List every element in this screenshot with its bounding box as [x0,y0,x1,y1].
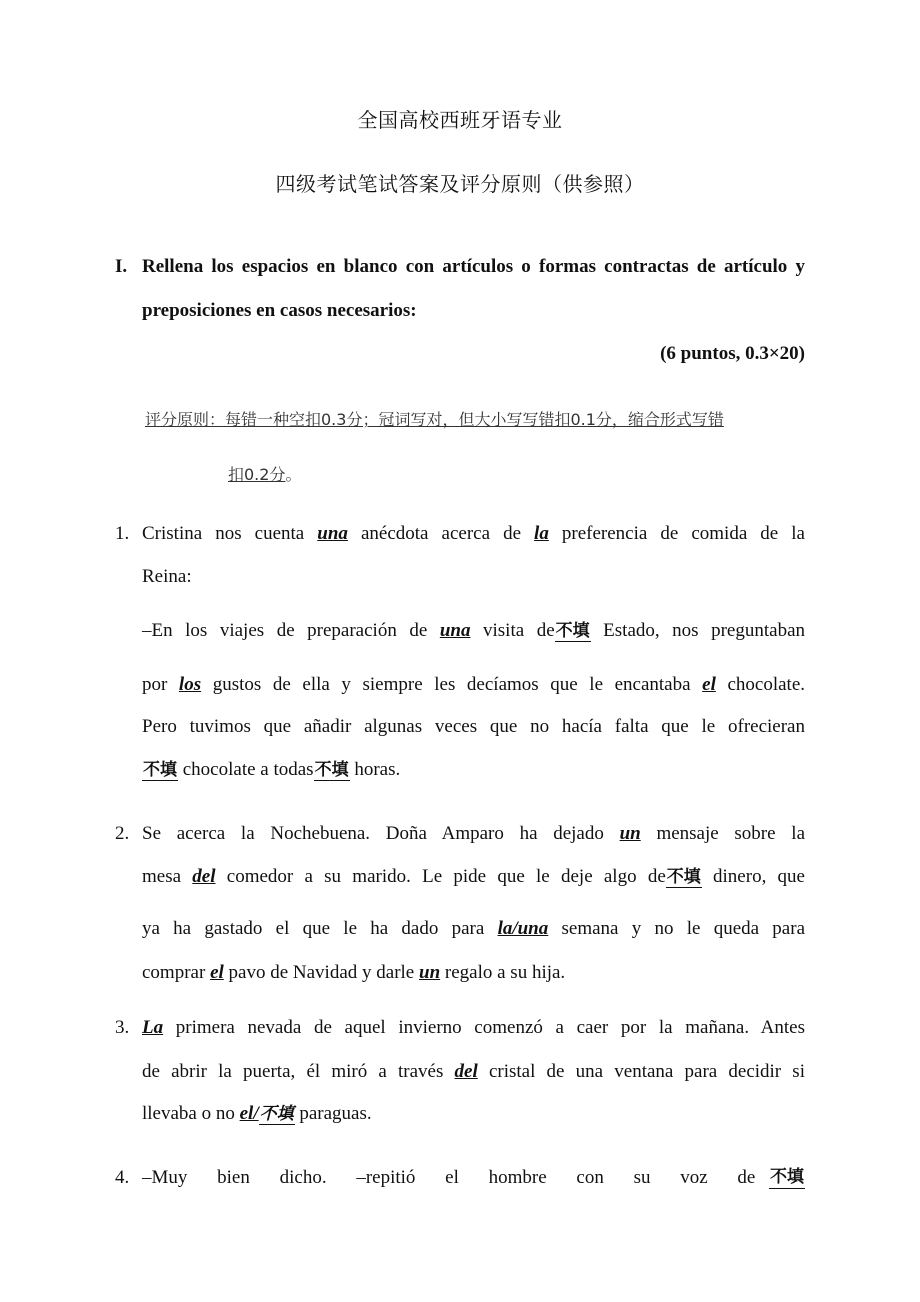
answer: los [178,674,202,695]
item-2-line-2: mesa del comedor a su marido. Le pide que le deje algo de不填 dinero, que [142,866,805,887]
item-2-line-3: ya ha gastado el que le ha dado para la/una semana y no le queda para [142,918,805,939]
item-1-line-5: Pero tuvimos que añadir algunas veces que no hacía falta que le ofrecieran [142,716,805,737]
answer: del [454,1061,478,1082]
item-1-line-3: –En los viajes de preparación de una visita de不填 Estado, nos preguntaban [142,620,805,641]
blank-mark: 不填 [666,867,701,887]
blank-mark: 不填 [259,1104,294,1124]
answer: una [317,523,348,544]
answer: del [192,866,216,887]
section-instruction: Rellena los espacios en blanco con artículos o formas contractas de artículo y preposiciones en casos necesarios: [142,256,805,321]
item-1-line-4: por los gustos de ella y siempre les decíamos que le encantaba el chocolate. [142,674,806,695]
scoring-line-1: 评分原则：每错一种空扣0.3分；冠词写对，但大小写写错扣0.1分，缩合形式写错 [145,410,724,429]
document-subtitle: 四级考试笔试答案及评分原则（供参照） [275,172,645,196]
item-number: 3. [115,1017,130,1038]
blank-mark: 不填 [770,1167,804,1187]
answer: un [619,823,641,844]
section-points: (6 puntos, 0.3×20) [660,343,805,364]
answer: una [439,620,471,641]
item-3-line-3: llevaba o no el/不填 paraguas. [142,1103,372,1124]
blank-mark: 不填 [314,760,349,780]
item-number: 4. [115,1167,130,1188]
item-2-line-4: comprar el pavo de Navidad y darle un regalo a su hija. [142,962,566,983]
item-number: 2. [115,823,130,844]
item-1-line-1: Cristina nos cuenta una anécdota acerca de la preferencia de comida de la [142,523,805,544]
blank-mark: 不填 [555,621,590,641]
item-2-line-1: Se acerca la Nochebuena. Doña Amparo ha dejado un mensaje sobre la [142,823,805,844]
answer: la [534,523,549,544]
answer: el [210,962,224,983]
blank-mark: 不填 [143,760,177,780]
item-number: 1. [115,523,130,544]
answer: un [419,962,441,983]
section-number: I. [115,256,128,277]
item-3-line-1: La primera nevada de aquel invierno comenzó a caer por la mañana. Antes [142,1017,805,1038]
item-4-line-1: –Muy bien dicho. –repitió el hombre con su voz de 不填 [142,1167,804,1188]
item-1-line-6: 不填 chocolate a todas不填 horas. [143,759,401,780]
scoring-line-2: 扣0.2分。 [228,465,302,484]
answer: el [702,674,716,695]
answer: la/una [497,918,549,939]
document-title: 全国高校西班牙语专业 [357,108,563,132]
item-3-line-2: de abrir la puerta, él miró a través del cristal de una ventana para decidir si [142,1061,805,1082]
item-1-line-2: Reina: [142,566,192,587]
answer: el/ [239,1103,259,1124]
answer: La [142,1017,164,1038]
